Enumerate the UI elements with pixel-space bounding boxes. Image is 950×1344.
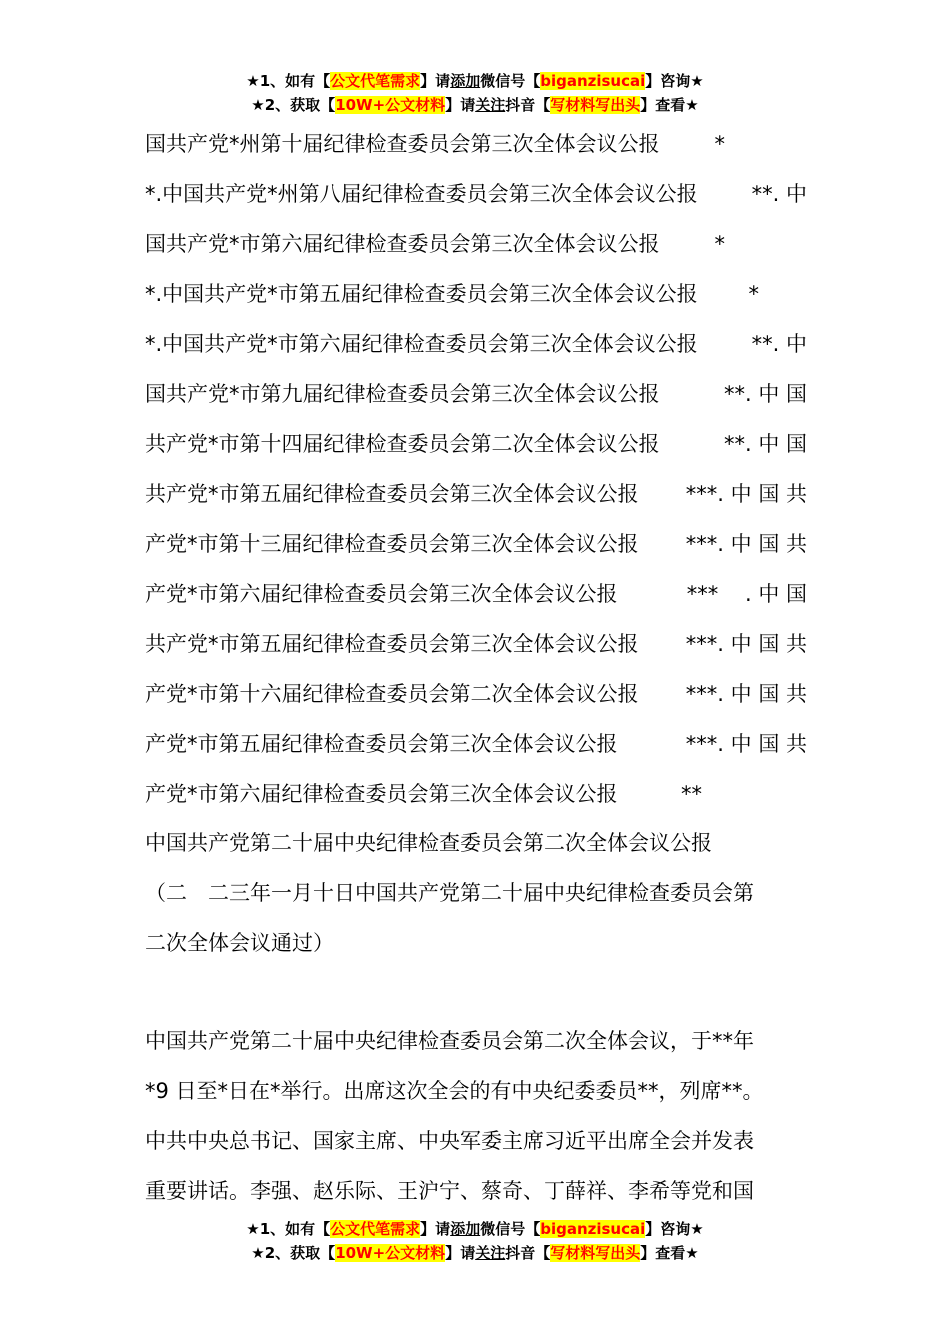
report-index: ** [681, 782, 702, 806]
report-list-line [145, 779, 807, 809]
report-index: ***. 中 国 共 [685, 682, 807, 706]
report-title: 共产党*市第五届纪律检查委员会第三次全体会议公报 [145, 632, 639, 656]
banner-emphasis: 添加 [450, 72, 481, 90]
banner-text: 】查看★ [640, 96, 699, 114]
banner-wechat-id: biganzisucai [540, 72, 646, 90]
report-index: **. 中 [751, 182, 807, 206]
report-index: ***. 中 国 共 [685, 632, 807, 656]
report-index: * [714, 132, 725, 156]
report-list-line [145, 529, 807, 559]
report-index: **. 中 国 [723, 382, 807, 406]
banner-text: 抖音【 [505, 1244, 551, 1262]
report-list-line [145, 679, 807, 709]
bottom-banner-line-1 [0, 1217, 950, 1242]
banner-emphasis: 关注 [475, 1244, 506, 1262]
report-title: 共产党*市第十四届纪律检查委员会第二次全体会议公报 [145, 432, 660, 456]
document-subtitle: （二 二三年一月十日中国共产党第二十届中央纪律检查委员会第 [145, 881, 754, 905]
report-list-line [145, 229, 807, 259]
bottom-banner-line-2 [0, 1241, 950, 1266]
report-title: 国共产党*市第六届纪律检查委员会第三次全体会议公报 [145, 232, 660, 256]
paragraph-line: 重要讲话。李强、赵乐际、王沪宁、蔡奇、丁薛祥、李希等党和国 [145, 1179, 754, 1203]
top-banner-line-1 [0, 69, 950, 94]
report-index: * [714, 232, 725, 256]
report-title: 共产党*市第五届纪律检查委员会第三次全体会议公报 [145, 482, 639, 506]
paragraph-line: 中共中央总书记、国家主席、中央军委主席习近平出席全会并发表 [145, 1129, 754, 1153]
report-index: ***. 中 国 共 [685, 532, 807, 556]
banner-text: ★2、获取【 [251, 96, 336, 114]
report-title: *.中国共产党*州第八届纪律检查委员会第三次全体会议公报 [145, 182, 698, 206]
banner-text: 】请 [420, 1220, 451, 1238]
banner-text: 抖音【 [505, 96, 551, 114]
banner-highlight: 10W+公文材料 [335, 96, 446, 114]
report-title: 国共产党*州第十届纪律检查委员会第三次全体会议公报 [145, 132, 660, 156]
report-title: *.中国共产党*市第五届纪律检查委员会第三次全体会议公报 [145, 282, 698, 306]
report-list-line [145, 729, 807, 759]
report-title: 国共产党*市第九届纪律检查委员会第三次全体会议公报 [145, 382, 660, 406]
paragraph-line: *9 日至*日在*举行。出席这次全会的有中央纪委委员**，列席**。 [145, 1079, 764, 1103]
banner-text: 】请 [445, 96, 476, 114]
banner-text: ★1、如有【 [246, 72, 331, 90]
report-title: 产党*市第六届纪律检查委员会第三次全体会议公报 [145, 782, 618, 806]
report-title: 产党*市第六届纪律检查委员会第三次全体会议公报 [145, 582, 618, 606]
banner-text: 】咨询★ [645, 72, 704, 90]
banner-text: 微信号【 [480, 72, 541, 90]
top-banner-line-2 [0, 93, 950, 118]
report-list-line [145, 579, 807, 609]
report-list-line [145, 479, 807, 509]
report-title: 产党*市第十三届纪律检查委员会第三次全体会议公报 [145, 532, 639, 556]
report-list-line [145, 129, 807, 159]
report-index: * [748, 282, 759, 306]
banner-text: ★2、获取【 [251, 1244, 336, 1262]
report-title: 产党*市第五届纪律检查委员会第三次全体会议公报 [145, 732, 618, 756]
banner-emphasis: 添加 [450, 1220, 481, 1238]
banner-highlight: 公文代笔需求 [330, 72, 421, 90]
report-list-line [145, 629, 807, 659]
banner-text: 】请 [420, 72, 451, 90]
banner-text: 】查看★ [640, 1244, 699, 1262]
banner-highlight: 公文代笔需求 [330, 1220, 421, 1238]
banner-douyin-id: 写材料写出头 [550, 1244, 641, 1262]
banner-highlight: 10W+公文材料 [335, 1244, 446, 1262]
report-list-line [145, 329, 807, 359]
report-index: ***. 中 国 共 [685, 732, 807, 756]
banner-douyin-id: 写材料写出头 [550, 96, 641, 114]
banner-text: 】请 [445, 1244, 476, 1262]
report-list-line [145, 429, 807, 459]
report-list-line [145, 379, 807, 409]
report-list-line [145, 279, 807, 309]
report-list-line [145, 179, 807, 209]
report-title: *.中国共产党*市第六届纪律检查委员会第三次全体会议公报 [145, 332, 698, 356]
report-index: *** . 中 国 [686, 582, 807, 606]
banner-wechat-id: biganzisucai [540, 1220, 646, 1238]
report-index: **. 中 [751, 332, 807, 356]
banner-text: ★1、如有【 [246, 1220, 331, 1238]
document-title: 中国共产党第二十届中央纪律检查委员会第二次全体会议公报 [145, 831, 712, 855]
report-title: 产党*市第十六届纪律检查委员会第二次全体会议公报 [145, 682, 639, 706]
report-index: **. 中 国 [723, 432, 807, 456]
paragraph-line: 中国共产党第二十届中央纪律检查委员会第二次全体会议，于**年 [145, 1029, 754, 1053]
report-index: ***. 中 国 共 [685, 482, 807, 506]
document-subtitle: 二次全体会议通过） [145, 931, 334, 955]
banner-text: 】咨询★ [645, 1220, 704, 1238]
banner-text: 微信号【 [480, 1220, 541, 1238]
banner-emphasis: 关注 [475, 96, 506, 114]
